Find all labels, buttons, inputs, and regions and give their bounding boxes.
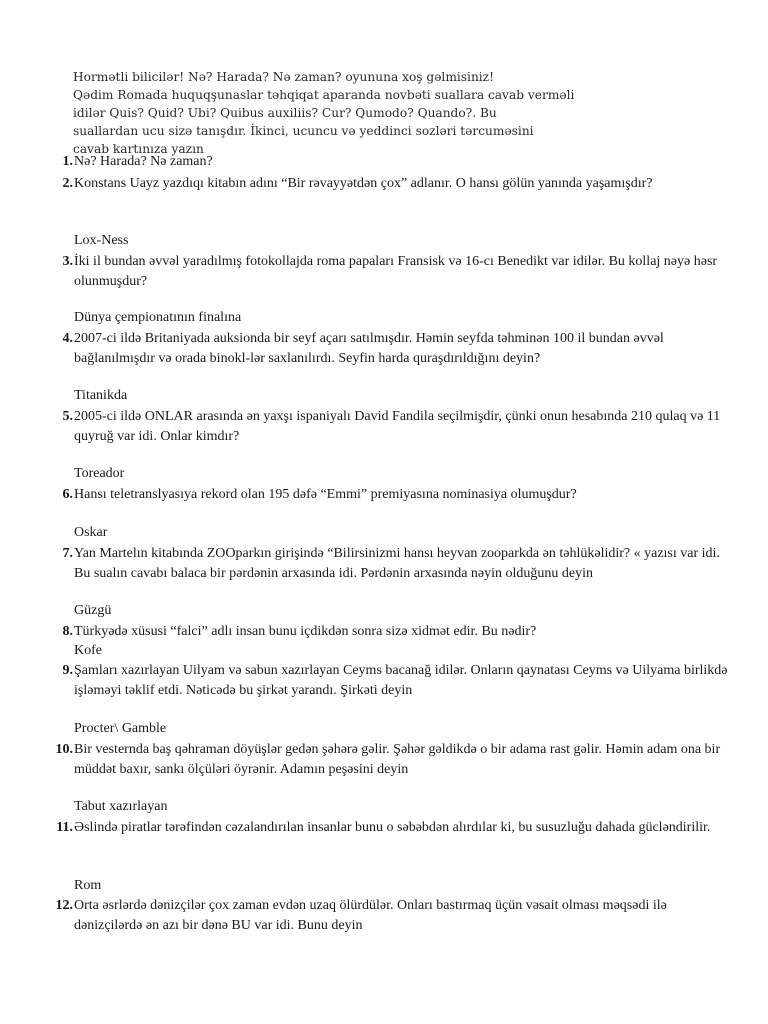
answer-11: Rom bbox=[74, 878, 102, 893]
intro-line: cavab kartınıza yazın bbox=[73, 142, 204, 156]
question-10 bbox=[34, 740, 734, 779]
question-text: Əslində piratlar tərəfindən cəzalandırılan insanlar bunu o səbəbdən alırdılar ki, bu susuzluğu dahada gücləndirilir. bbox=[74, 820, 711, 835]
question-7 bbox=[34, 544, 734, 583]
question-6 bbox=[34, 485, 734, 505]
question-number: 2. bbox=[62, 176, 73, 191]
question-text: Orta əsrlərdə dənizçilər çox zaman evdən uzaq ölürdülər. Onları bastırmaq üçün vəsait olması məqsədi ilə dənizçilərdə ən azı bir dənə BU var idi. Bunu deyin bbox=[74, 898, 667, 933]
intro-line: idilər Quis? Quid? Ubi? Quibus auxiliis? Cur? Qumodo? Quando?. Bu bbox=[73, 106, 497, 120]
answer-10: Tabut xazırlayan bbox=[74, 799, 168, 814]
question-8 bbox=[34, 622, 734, 642]
question-text: Nə? Harada? Nə zaman? bbox=[74, 154, 213, 169]
question-2 bbox=[34, 174, 734, 194]
question-number: 9. bbox=[62, 663, 73, 678]
question-number: 1. bbox=[62, 154, 73, 169]
intro-line: suallardan ucu sizə tanışdır. İkinci, ucuncu və yeddinci sozləri tərcuməsini bbox=[73, 124, 534, 138]
answer-6: Oskar bbox=[74, 525, 108, 540]
answer-9: Procter\ Gamble bbox=[74, 721, 167, 736]
question-number: 11. bbox=[56, 820, 73, 835]
question-9 bbox=[34, 661, 734, 700]
question-text: Bir vesternda baş qəhraman döyüşlər gedən şəhərə gəlir. Şəhər gəldikdə o bir adama rast gəlir. Həmin adam ona bir müddət baxır, sankı ölçüləri öyrənir. Adamın peşəsini deyin bbox=[74, 742, 721, 777]
question-number: 3. bbox=[62, 254, 73, 269]
question-number: 4. bbox=[62, 331, 73, 346]
question-5 bbox=[34, 407, 734, 446]
intro-line: Qədim Romada huquqşunaslar təhqiqat aparanda novbəti suallara cavab verməli bbox=[73, 88, 575, 102]
question-text: Yan Martelın kitabında ZOOparkın girişində “Bilirsinizmi hansı heyvan zooparkda ən təhlükəlidir? « yazısı var idi. Bu sualın cavabı balaca bir pərdənin arxasında idi. Pərdənin arxasında nəyin olduğunu deyin bbox=[74, 546, 720, 581]
question-number: 10. bbox=[55, 742, 73, 757]
question-12 bbox=[34, 896, 734, 935]
intro-line: Hormətli bilicilər! Nə? Harada? Nə zaman? oyununa xoş gəlmisiniz! bbox=[73, 70, 495, 84]
question-1 bbox=[34, 152, 734, 172]
question-number: 5. bbox=[62, 409, 73, 424]
question-3 bbox=[34, 252, 734, 291]
answer-4: Titanikda bbox=[74, 388, 128, 403]
question-text: İki il bundan əvvəl yaradılmış fotokollajda roma papaları Fransisk və 16-cı Benedikt var idilər. Bu kollaj nəyə həsr olunmuşdur? bbox=[74, 254, 718, 289]
question-number: 7. bbox=[62, 546, 73, 561]
answer-3: Dünya çempionatının finalına bbox=[74, 310, 242, 325]
question-number: 12. bbox=[55, 898, 73, 913]
question-text: Türkyədə xüsusi “falci” adlı insan bunu içdikdən sonra sizə xidmət edir. Bu nədir? bbox=[74, 624, 537, 639]
question-text: 2007-ci ildə Britaniyada auksionda bir seyf açarı satılmışdır. Həmin seyfda təhminən 100 il bundan əvvəl bağlanılmışdır və orada binokl-lər saxlanılırdı. Seyfin harda quraşdırıldığını deyin? bbox=[74, 331, 664, 366]
question-11 bbox=[34, 818, 734, 838]
question-text: Konstans Uayz yazdıqı kitabın adını “Bir rəvayyətdən çox” adlanır. O hansı gölün yanında yaşamışdır? bbox=[74, 176, 653, 191]
intro-text bbox=[73, 68, 593, 158]
answer-7: Güzgü bbox=[74, 603, 112, 618]
question-text: 2005-ci ildə ONLAR arasında ən yaxşı ispaniyalı David Fandila seçilmişdir, çünki onun hesabında 210 qulaq və 11 quyruğ var idi. Onlar kimdır? bbox=[74, 409, 721, 444]
answer-2: Lox-Ness bbox=[74, 233, 129, 248]
question-number: 6. bbox=[62, 487, 73, 502]
question-4 bbox=[34, 329, 734, 368]
question-text: Hansı teletranslyasıya rekord olan 195 dəfə “Emmi” premiyasına nominasiya olumuşdur? bbox=[74, 487, 577, 502]
question-number: 8. bbox=[62, 624, 73, 639]
question-text: Şamları xazırlayan Uilyam və sabun xazırlayan Ceyms bacanağ idilər. Onların qaynatası Ceyms və Uilyama birlikdə işləməyi təklif etdi. Nəticədə bu şirkət yarandı. Şirkəti deyin bbox=[74, 663, 728, 698]
answer-8: Kofe bbox=[74, 643, 102, 658]
answer-5: Toreador bbox=[74, 466, 125, 481]
